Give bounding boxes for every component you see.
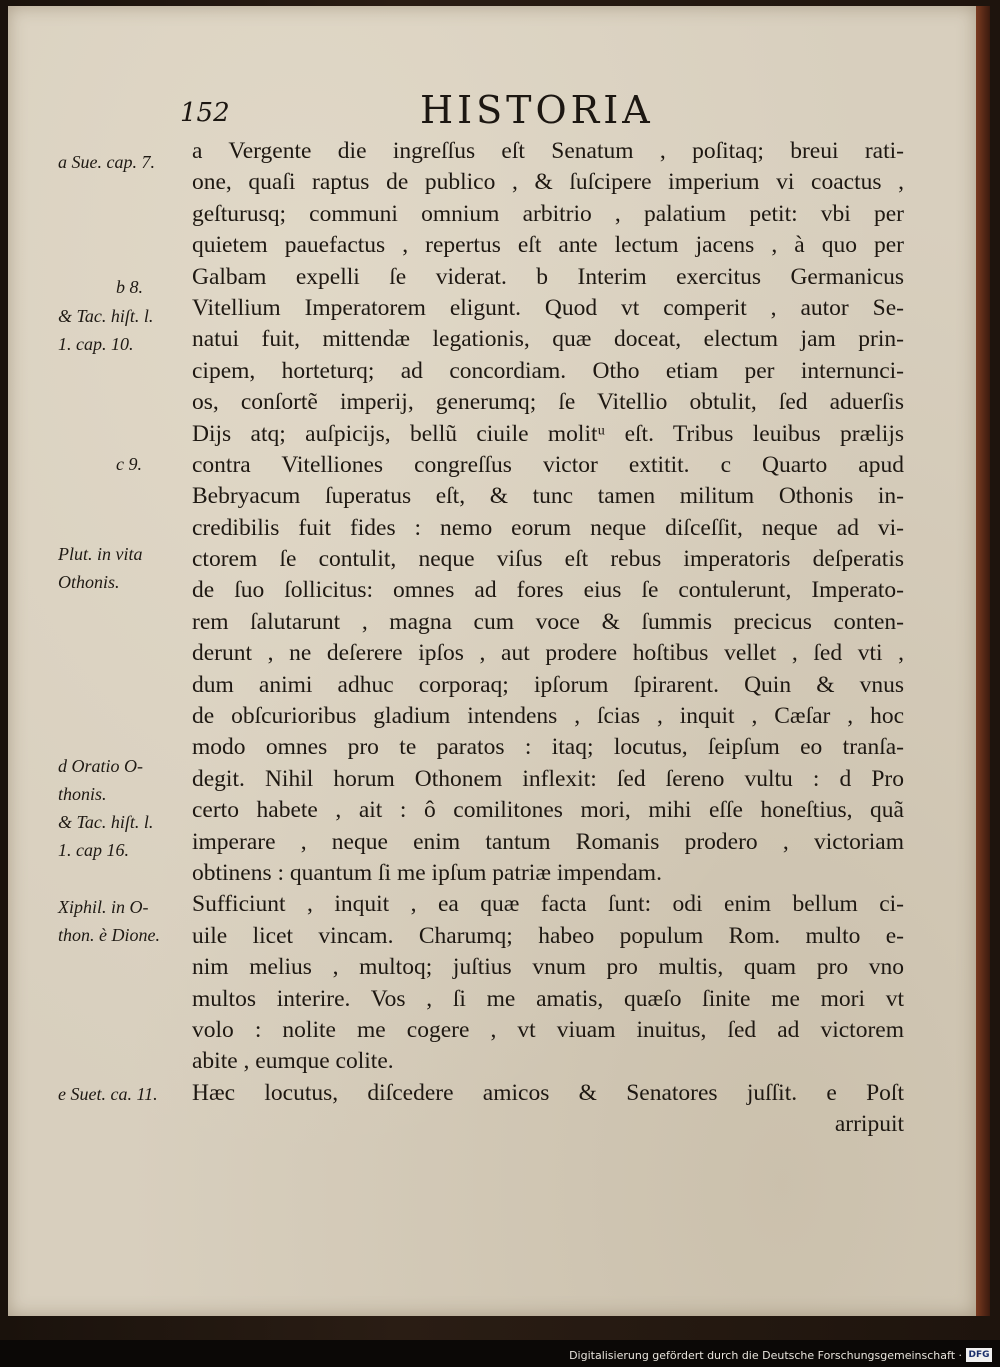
text-line: a Vergente die ingreſſus eſt Senatum , poſitaq; breui rati- [192, 138, 904, 164]
marginal-note [58, 752, 193, 864]
page-header [0, 88, 1000, 132]
marginal-line: b 8. [116, 277, 143, 297]
text-line: cipem, horteturq; ad concordiam. Otho etiam per internunci- [192, 357, 904, 384]
text-line: uile licet vincam. Charumq; habeo populum Rom. multo e- [192, 922, 904, 949]
marginal-line: 1. cap 16. [58, 840, 129, 860]
marginal-line: Othonis. [58, 572, 120, 592]
marginal-note [58, 148, 193, 176]
marginal-line: & Tac. hiſt. l. [58, 306, 154, 326]
page-edge [976, 6, 990, 1316]
page-number: 152 [180, 98, 230, 128]
marginal-note [58, 273, 193, 301]
marginal-line: e Suet. ca. 11. [58, 1084, 158, 1104]
text-line: certo habete , ait : ô comilitones mori, mihi eſſe honeſtius, quã [192, 797, 904, 824]
text-line: abite , eumque colite. [192, 1048, 394, 1075]
text-line: os, conſortẽ imperij, generumq; ſe Vitellio obtulit, ſed aduerſis [192, 389, 904, 416]
marginal-line: thonis. [58, 784, 107, 804]
text-line: nim melius , multoq; juſtius vnum pro multis, quam pro vno [192, 954, 904, 981]
text-line: Bebryacum ſuperatus eſt, & tunc tamen militum Othonis in- [192, 483, 904, 510]
text-line: derunt , ne deſerere ipſos , aut prodere hoſtibus vellet , ſed vti , [192, 640, 904, 667]
text-line: rem ſalutarunt , magna cum voce & ſummis precicus conten- [192, 608, 904, 635]
marginal-line: d Oratio O- [58, 756, 143, 776]
text-line: credibilis fuit fides : nemo eorum neque diſceſſit, neque ad vi- [192, 514, 904, 541]
text-line: ctorem ſe contulit, neque viſus eſt rebus imperatoris deſperatis [192, 546, 904, 573]
marginal-line: Plut. in vita [58, 544, 143, 564]
marginal-line: & Tac. hiſt. l. [58, 812, 154, 832]
marginal-note [58, 1080, 193, 1108]
marginal-note [58, 302, 193, 358]
text-line: de obſcurioribus gladium intendens , ſcias , inquit , Cæſar , hoc [192, 703, 904, 730]
text-line: dum animi adhuc corporaq; ipſorum ſpirarent. Quin & vnus [192, 671, 904, 698]
marginal-line: a Sue. cap. 7. [58, 152, 155, 172]
dfg-logo-icon: DFG [966, 1348, 992, 1362]
marginal-line: Xiphil. in O- [58, 897, 149, 917]
text-line: imperare , neque enim tantum Romanis prodero , victoriam [192, 828, 904, 855]
marginal-line: thon. è Dione. [58, 925, 160, 945]
marginal-line: c 9. [116, 454, 142, 474]
marginal-note [58, 893, 193, 949]
marginal-note [58, 450, 193, 478]
text-line: natui fuit, mittendæ legationis, quæ doceat, electum jam prin- [192, 326, 904, 353]
text-line: degit. Nihil horum Othonem inflexit: ſed ſereno vultu : d Pro [192, 765, 904, 792]
marginal-line: 1. cap. 10. [58, 334, 134, 354]
funding-credit: Digitalisierung gefördert durch die Deutsche Forschungsgemeinschaft · [569, 1349, 962, 1362]
text-line: multos interire. Vos , ſi me amatis, quæſo ſinite me mori vt [192, 985, 904, 1012]
text-line: obtinens : quantum ſi me ipſum patriæ impendam. [192, 859, 662, 886]
text-line: Dijs atq; auſpicijs, bellũ ciuile molitᵘ eſt. Tribus leuibus prælijs [192, 420, 904, 447]
text-line: geſturusq; communi omnium arbitrio , palatium petit: vbi per [192, 200, 904, 227]
main-text [192, 136, 904, 1141]
marginal-note [58, 540, 193, 596]
running-head: HISTORIA [420, 88, 654, 132]
text-line: de ſuo ſollicitus: omnes ad fores eius ſe contulerunt, Imperato- [192, 577, 904, 604]
text-line: modo omnes pro te paratos : itaq; locutus, ſeipſum eo tranſa- [192, 734, 904, 761]
text-line: Hæc locutus, diſcedere amicos & Senatores juſſit. e Poſt [192, 1079, 904, 1106]
text-line: volo : nolite me cogere , vt viuam inuitus, ſed ad victorem [192, 1016, 904, 1043]
text-line: contra Vitelliones congreſſus victor extitit. c Quarto apud [192, 451, 904, 478]
text-line: one, quaſi raptus de publico , & ſuſcipere imperium vi coactus , [192, 169, 904, 196]
catchword: arripuit [834, 1111, 904, 1138]
text-line: Vitellium Imperatorem eligunt. Quod vt comperit , autor Se- [192, 294, 904, 321]
text-line: quietem pauefactus , repertus eſt ante lectum jacens , à quo per [192, 232, 904, 259]
text-line: Sufficiunt , inquit , ea quæ facta ſunt: odi enim bellum ci- [192, 891, 904, 918]
text-line: Galbam expelli ſe viderat. b Interim exercitus Germanicus [192, 263, 904, 290]
